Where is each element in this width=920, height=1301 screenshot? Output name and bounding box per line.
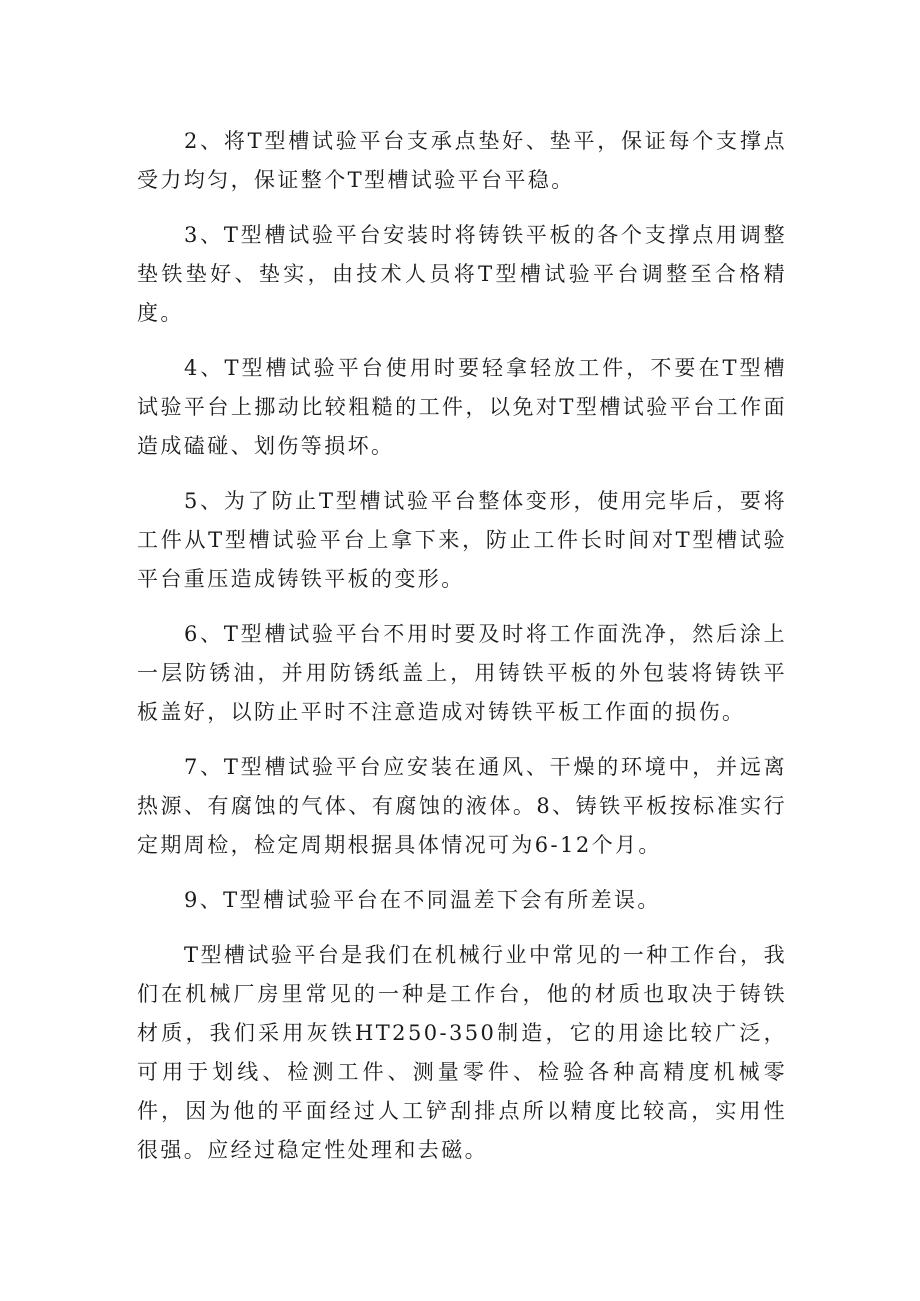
paragraph-item-3: 3、T型槽试验平台安装时将铸铁平板的各个支撑点用调整垫铁垫好、垫实，由技术人员将T型槽试验平台调整至合格精度。 <box>137 223 787 325</box>
paragraph-item-4: 4、T型槽试验平台使用时要轻拿轻放工件，不要在T型槽试验平台上挪动比较粗糙的工件，以免对T型槽试验平台工作面造成磕碰、划伤等损坏。 <box>137 356 787 458</box>
paragraph-item-7-8: 7、T型槽试验平台应安装在通风、干燥的环境中，并远离热源、有腐蚀的气体、有腐蚀的液体。8、铸铁平板按标准实行定期周检，检定周期根据具体情况可为6-12个月。 <box>137 755 787 857</box>
document-body <box>137 122 787 1186</box>
paragraph-summary: T型槽试验平台是我们在机械行业中常见的一种工作台，我们在机械厂房里常见的一种是工作台，他的材质也取决于铸铁材质，我们采用灰铁HT250-350制造，它的用途比较广泛，可用于划线、检测工件、测量零件、检验各种高精度机械零件，因为他的平面经过人工铲刮排点所以精度比较高，实用性很强。应经过稳定性处理和去磁。 <box>137 943 787 1162</box>
paragraph-item-5: 5、为了防止T型槽试验平台整体变形，使用完毕后，要将工件从T型槽试验平台上拿下来，防止工件长时间对T型槽试验平台重压造成铸铁平板的变形。 <box>137 489 787 591</box>
paragraph-item-6: 6、T型槽试验平台不用时要及时将工作面洗净，然后涂上一层防锈油，并用防锈纸盖上，用铸铁平板的外包装将铸铁平板盖好，以防止平时不注意造成对铸铁平板工作面的损伤。 <box>137 622 787 724</box>
paragraph-item-9: 9、T型槽试验平台在不同温差下会有所差误。 <box>184 888 661 912</box>
paragraph-item-2: 2、将T型槽试验平台支承点垫好、垫平，保证每个支撑点受力均匀，保证整个T型槽试验平台平稳。 <box>137 129 787 192</box>
